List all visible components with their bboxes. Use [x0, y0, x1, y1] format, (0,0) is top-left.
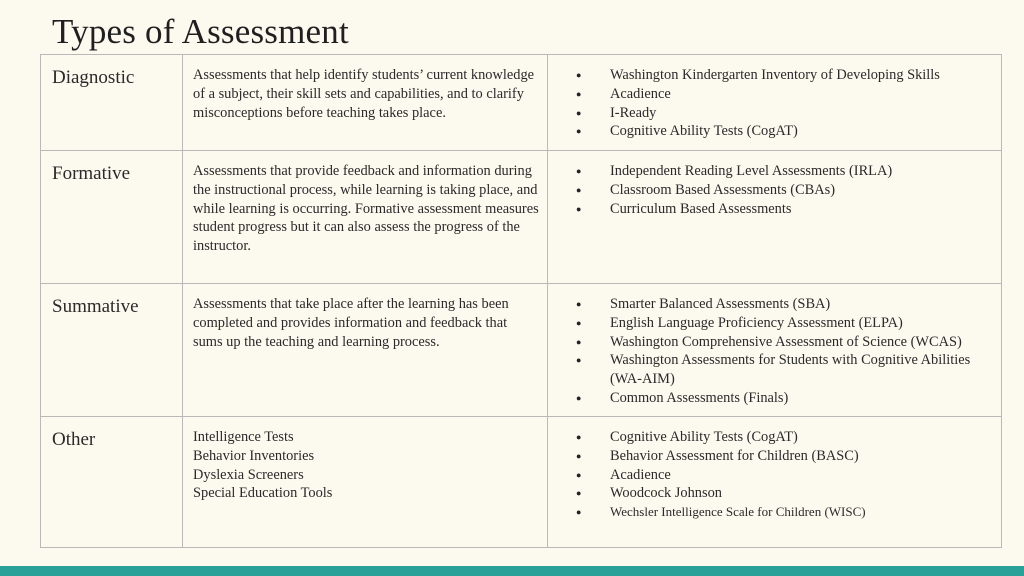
list-item: ● Smarter Balanced Assessments (SBA) [548, 295, 997, 314]
examples-list [548, 162, 997, 218]
accent-bar [0, 566, 1024, 576]
table-row [41, 55, 1002, 151]
description-line: Dyslexia Screeners [193, 466, 304, 483]
list-item: ● I-Ready [548, 104, 997, 123]
examples-list [548, 295, 997, 408]
description-cell: Assessments that take place after the learning has been completed and provides information and feedback that sums up the teaching and learning process. [183, 284, 548, 417]
list-item: ● Acadience [548, 85, 997, 104]
list-item: ● Behavior Assessment for Children (BASC) [548, 447, 997, 466]
category-cell: Other [41, 417, 183, 548]
list-item: ● English Language Proficiency Assessment (ELPA) [548, 314, 997, 333]
list-item: ● Independent Reading Level Assessments (IRLA) [548, 162, 997, 181]
examples-cell [548, 151, 1002, 284]
assessment-table [40, 54, 1002, 548]
description-cell [183, 417, 548, 548]
description-cell: Assessments that help identify students’ current knowledge of a subject, their skill sets and capabilities, and to clarify misconceptions before teaching takes place. [183, 55, 548, 151]
list-item: ● Washington Assessments for Students with Cognitive Abilities (WA-AIM) [548, 351, 997, 389]
list-item: ● Wechsler Intelligence Scale for Children (WISC) [548, 503, 997, 522]
table-row [41, 284, 1002, 417]
category-cell: Summative [41, 284, 183, 417]
page-title: Types of Assessment [52, 12, 349, 51]
description-line: Special Education Tools [193, 485, 333, 502]
category-cell: Formative [41, 151, 183, 284]
description-cell: Assessments that provide feedback and information during the instructional process, while learning is taking place, and while learning is occurring. Formative assessment measures student progress but it can also assess the progress of the instructor. [183, 151, 548, 284]
list-item: ● Common Assessments (Finals) [548, 389, 997, 408]
table-row [41, 151, 1002, 284]
list-item: ● Cognitive Ability Tests (CogAT) [548, 428, 997, 447]
examples-list [548, 428, 997, 522]
list-item: ● Woodcock Johnson [548, 484, 997, 503]
list-item: ● Curriculum Based Assessments [548, 200, 997, 219]
list-item: ● Classroom Based Assessments (CBAs) [548, 181, 997, 200]
list-item: ● Washington Comprehensive Assessment of Science (WCAS) [548, 333, 997, 352]
category-cell: Diagnostic [41, 55, 183, 151]
description-line: Intelligence Tests [193, 429, 294, 445]
list-item: ● Acadience [548, 466, 997, 485]
examples-list [548, 66, 997, 141]
table-row [41, 417, 1002, 548]
examples-cell [548, 284, 1002, 417]
description-line: Behavior Inventories [193, 447, 315, 464]
examples-cell [548, 55, 1002, 151]
list-item: ● Cognitive Ability Tests (CogAT) [548, 122, 997, 141]
examples-cell [548, 417, 1002, 548]
list-item: ● Washington Kindergarten Inventory of Developing Skills [548, 66, 997, 85]
